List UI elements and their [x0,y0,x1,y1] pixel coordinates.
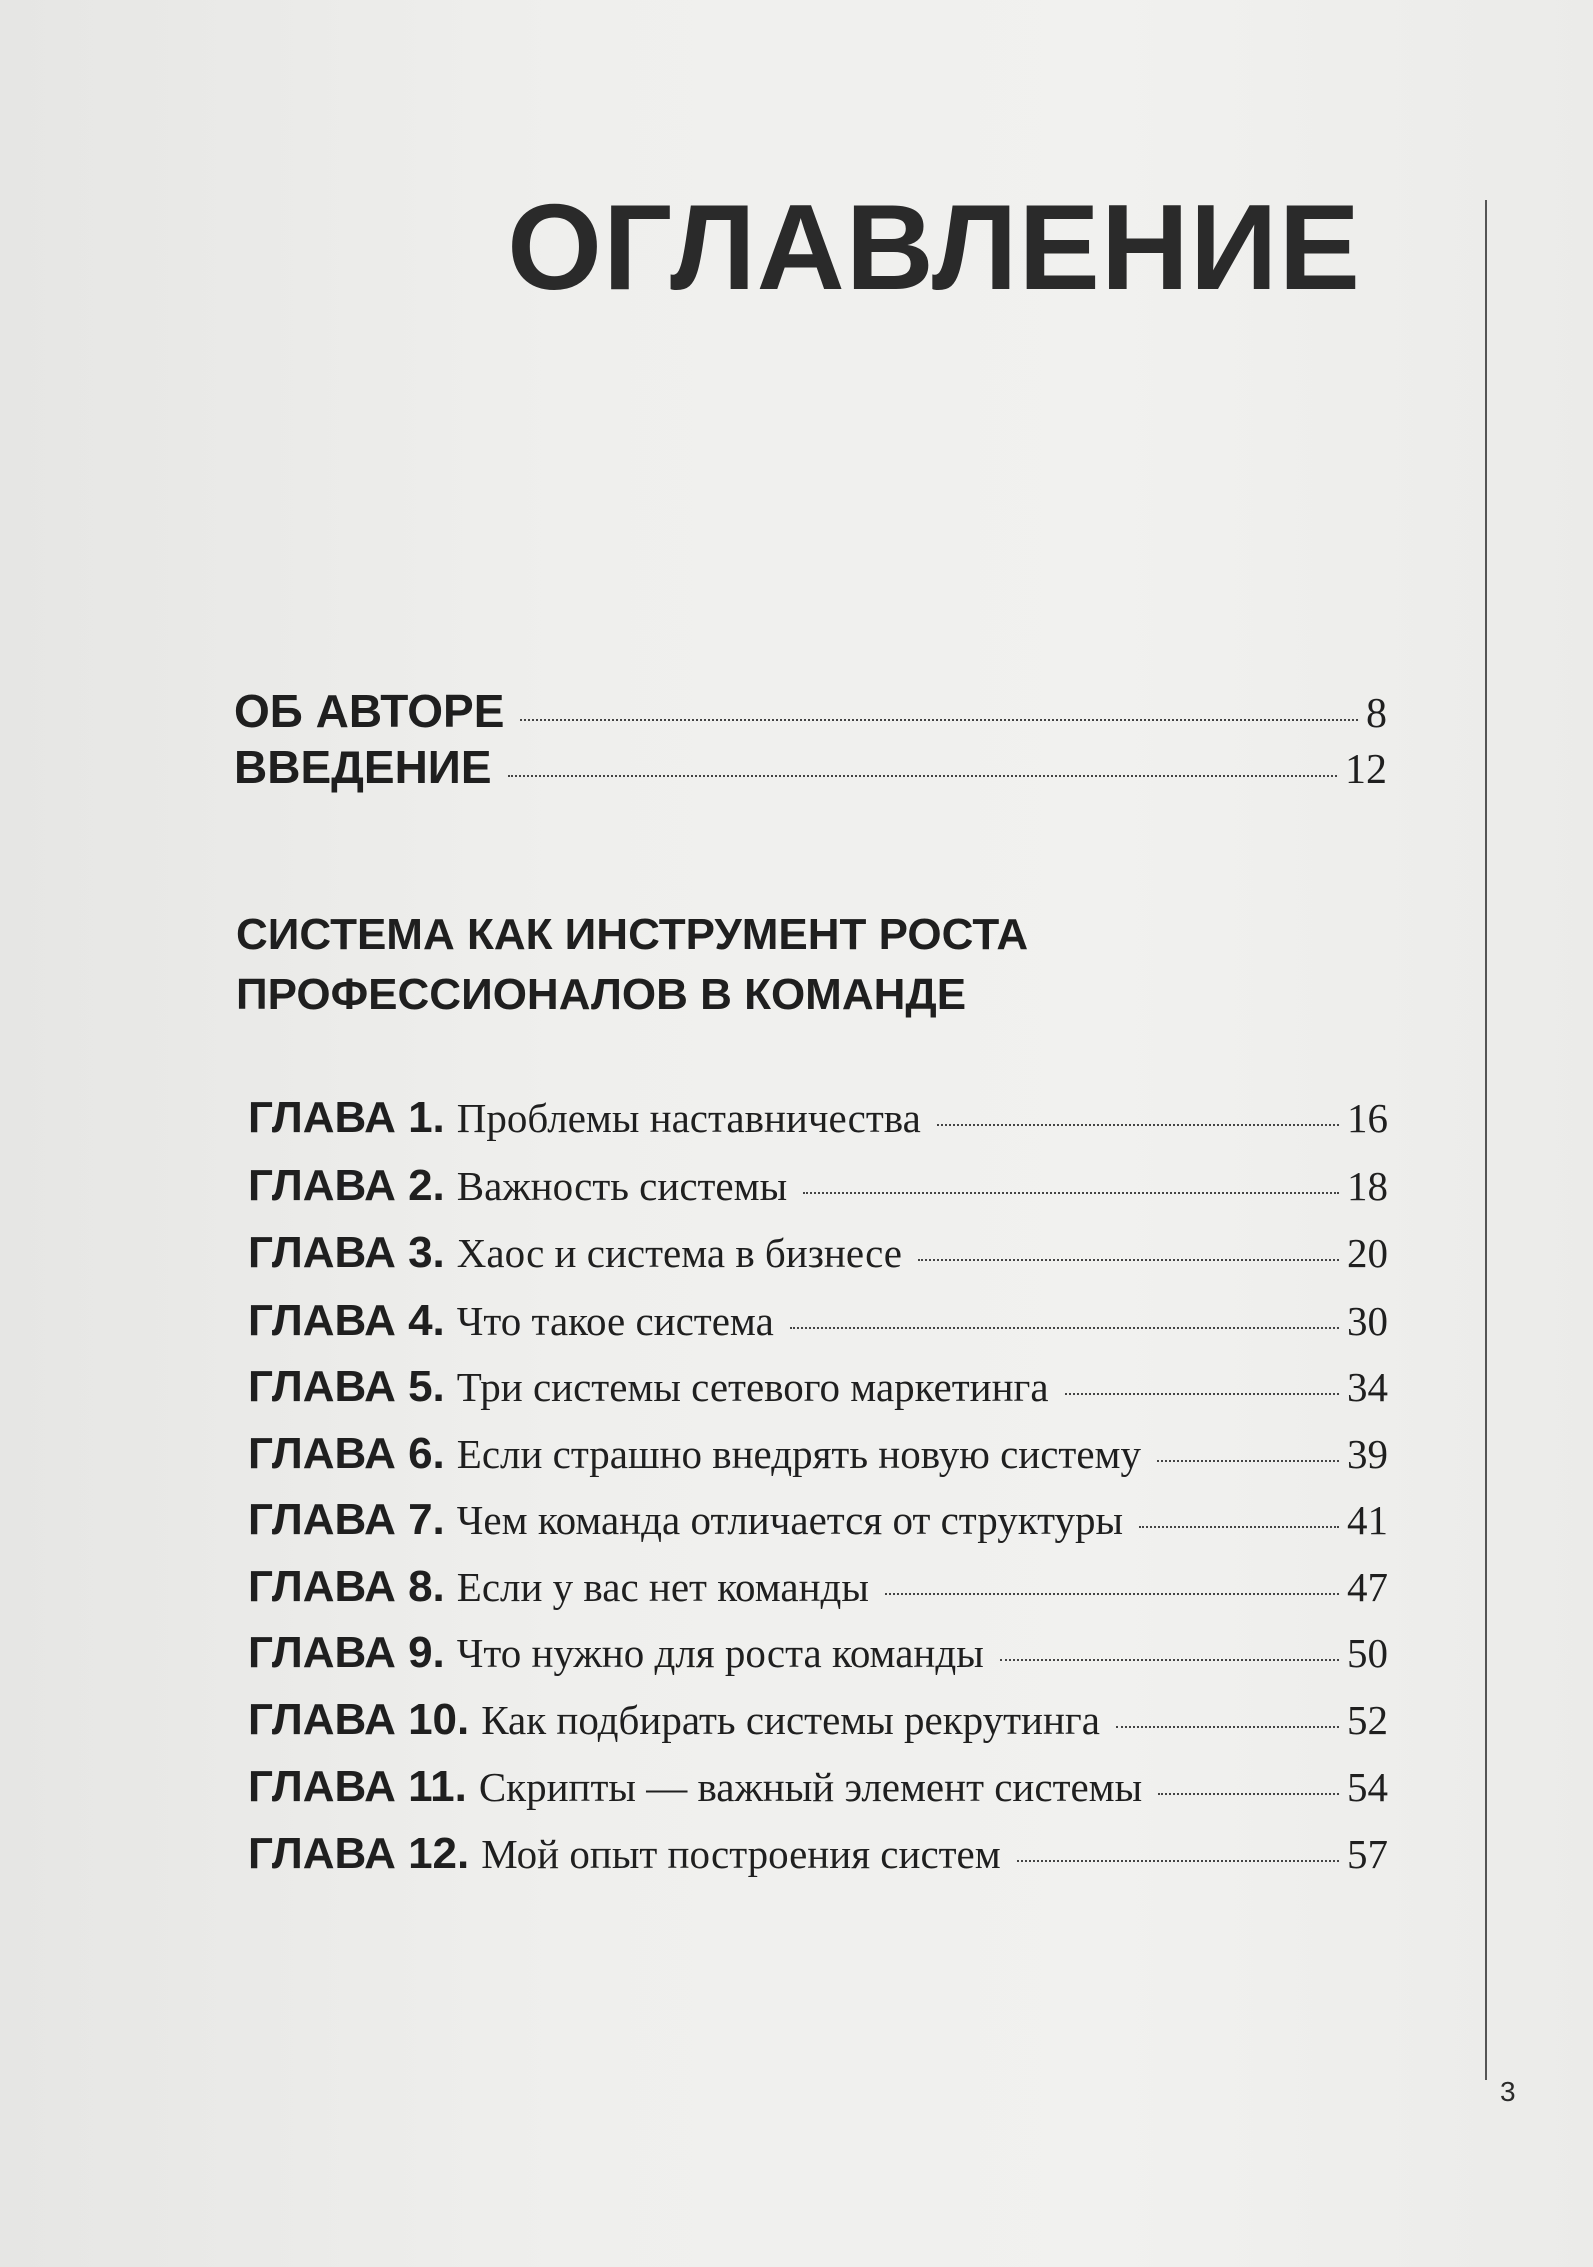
toc-chapter-4[interactable] [248,1296,1388,1346]
chapter-label: ГЛАВА 2. [248,1161,445,1210]
toc-entry-introduction[interactable] [234,740,1387,794]
toc-chapter-3[interactable] [248,1228,1388,1278]
toc-leader-dots [508,775,1337,777]
toc-entry-about-author[interactable] [234,684,1387,738]
chapter-title: Что такое система [456,1298,774,1344]
toc-chapter-2[interactable] [248,1161,1388,1211]
chapter-label: ГЛАВА 11. [248,1762,467,1811]
toc-leader-dots [1116,1726,1339,1728]
section-heading-line-2: ПРОФЕССИОНАЛОВ В КОМАНДЕ [236,970,967,1019]
margin-rule [1485,200,1487,2080]
chapter-label: ГЛАВА 8. [248,1562,445,1611]
toc-leader-dots [1000,1659,1339,1661]
chapter-title: Важность системы [456,1163,788,1209]
chapter-title: Хаос и система в бизнесе [456,1230,902,1276]
toc-leader-dots [520,719,1358,721]
chapter-page: 50 [1347,1630,1388,1676]
chapter-page: 30 [1347,1298,1388,1344]
chapter-title: Скрипты — важный элемент системы [478,1764,1143,1810]
chapter-title: Что нужно для роста команды [456,1630,984,1676]
toc-leader-dots [1065,1393,1339,1395]
chapter-label: ГЛАВА 4. [248,1296,445,1345]
chapter-label: ГЛАВА 5. [248,1362,445,1411]
chapter-title: Если страшно внедрять новую систему [456,1431,1141,1477]
toc-leader-dots [790,1327,1339,1329]
chapter-label: ГЛАВА 7. [248,1495,445,1544]
toc-chapter-8[interactable] [248,1562,1388,1612]
chapter-label: ГЛАВА 1. [248,1093,445,1142]
toc-leader-dots [803,1192,1339,1194]
toc-leader-dots [885,1593,1339,1595]
toc-entry-label: ВВЕДЕНИЕ [234,741,492,793]
chapter-page: 39 [1347,1431,1388,1477]
toc-leader-dots [1017,1860,1339,1862]
chapter-title: Как подбирать системы рекрутинга [481,1697,1100,1743]
chapter-page: 47 [1347,1564,1388,1610]
toc-chapter-9[interactable] [248,1628,1388,1678]
toc-leader-dots [1157,1460,1339,1462]
chapter-title: Если у вас нет команды [456,1564,869,1610]
toc-leader-dots [918,1259,1339,1261]
toc-chapter-6[interactable] [248,1429,1388,1479]
chapter-label: ГЛАВА 6. [248,1429,445,1478]
toc-chapter-1[interactable] [248,1093,1388,1143]
toc-entry-label: ОБ АВТОРЕ [234,685,505,737]
toc-entry-page: 12 [1345,747,1387,793]
chapter-title: Проблемы наставничества [456,1095,921,1141]
section-heading [236,905,1386,1025]
chapter-title: Мой опыт построения систем [481,1831,1001,1877]
page-number: 3 [1500,2076,1516,2107]
section-heading-line-1: СИСТЕМА КАК ИНСТРУМЕНТ РОСТА [236,910,1029,959]
chapter-page: 41 [1347,1497,1388,1543]
page-title: ОГЛАВЛЕНИЕ [507,179,1361,315]
toc-chapter-5[interactable] [248,1362,1388,1412]
toc-chapter-7[interactable] [248,1495,1388,1545]
toc-entry-page: 8 [1366,691,1387,737]
chapter-label: ГЛАВА 9. [248,1628,445,1677]
toc-leader-dots [937,1124,1339,1126]
chapter-title: Чем команда отличается от структуры [456,1497,1123,1543]
chapter-page: 34 [1347,1364,1388,1410]
toc-leader-dots [1158,1793,1339,1795]
chapter-page: 20 [1347,1230,1388,1276]
chapter-page: 57 [1347,1831,1388,1877]
chapter-title: Три системы сетевого маркетинга [456,1364,1049,1410]
chapter-page: 52 [1347,1697,1388,1743]
chapter-label: ГЛАВА 10. [248,1695,470,1744]
toc-leader-dots [1139,1526,1339,1528]
toc-chapter-11[interactable] [248,1762,1388,1812]
toc-chapter-12[interactable] [248,1829,1388,1879]
chapter-page: 54 [1347,1764,1388,1810]
chapter-page: 16 [1347,1095,1388,1141]
chapter-label: ГЛАВА 12. [248,1829,470,1878]
chapter-label: ГЛАВА 3. [248,1228,445,1277]
toc-chapter-10[interactable] [248,1695,1388,1745]
chapter-page: 18 [1347,1163,1388,1209]
